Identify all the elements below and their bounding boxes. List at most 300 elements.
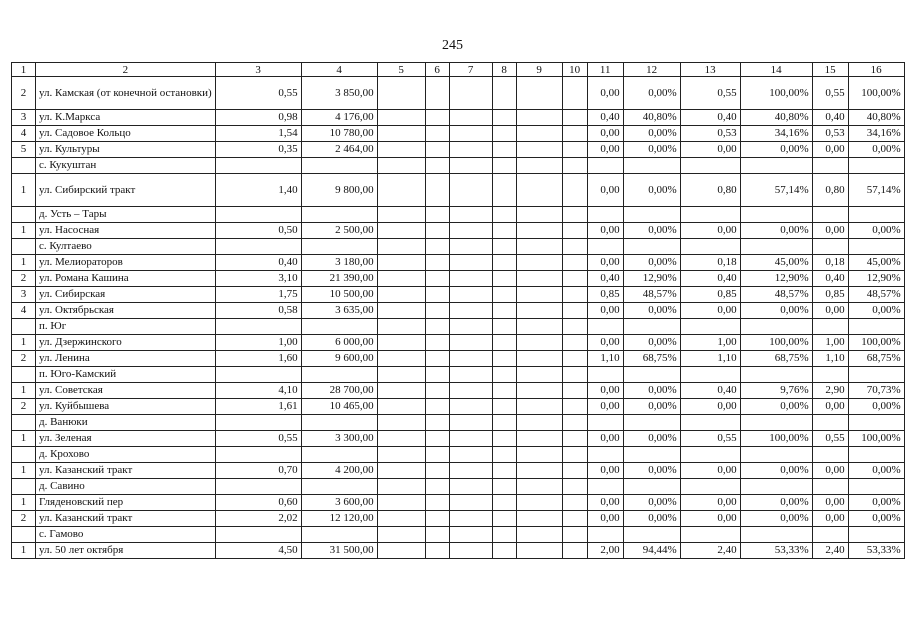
value-cell [562,335,587,351]
table-row [12,223,905,239]
section-row [12,207,905,223]
value-cell: 0,58 [215,303,301,319]
value-cell [812,415,848,431]
value-cell: 0,00% [848,495,904,511]
row-number-cell: 2 [12,399,36,415]
value-cell [377,511,425,527]
value-cell [848,415,904,431]
value-cell: 0,40 [680,383,740,399]
value-cell [492,399,516,415]
value-cell [449,287,492,303]
value-cell [492,303,516,319]
column-header: 15 [812,63,848,77]
value-cell [425,447,449,463]
value-cell: 1,10 [587,351,623,367]
value-cell [425,543,449,559]
value-cell [492,319,516,335]
value-cell: 94,44% [623,543,680,559]
value-cell [425,463,449,479]
street-name-cell: Гляденовский пер [36,495,216,511]
value-cell: 0,00 [812,511,848,527]
value-cell: 0,00 [587,399,623,415]
row-number-cell [12,527,36,543]
value-cell: 0,00% [623,335,680,351]
value-cell [623,447,680,463]
value-cell: 0,00 [587,431,623,447]
value-cell [377,223,425,239]
value-cell [301,479,377,495]
value-cell: 0,00 [587,383,623,399]
street-name-cell: д. Савино [36,479,216,495]
section-row [12,527,905,543]
value-cell [449,77,492,110]
value-cell [516,319,562,335]
value-cell [740,447,812,463]
value-cell [516,335,562,351]
value-cell [516,77,562,110]
table-row [12,335,905,351]
value-cell: 0,00 [680,495,740,511]
value-cell [562,174,587,207]
row-number-cell [12,479,36,495]
value-cell: 34,16% [848,126,904,142]
column-header: 2 [36,63,216,77]
value-cell: 0,00% [740,303,812,319]
value-cell [425,511,449,527]
value-cell: 1,60 [215,351,301,367]
value-cell [812,319,848,335]
row-number-cell [12,447,36,463]
value-cell [425,527,449,543]
value-cell: 3 600,00 [301,495,377,511]
value-cell [215,239,301,255]
row-number-cell [12,207,36,223]
row-number-cell: 1 [12,335,36,351]
table-row [12,511,905,527]
value-cell: 68,75% [740,351,812,367]
value-cell [449,527,492,543]
value-cell [449,319,492,335]
value-cell [425,399,449,415]
value-cell: 1,40 [215,174,301,207]
value-cell [425,110,449,126]
value-cell: 0,00 [587,255,623,271]
value-cell [449,383,492,399]
value-cell: 0,00% [848,303,904,319]
column-header: 9 [516,63,562,77]
value-cell [516,543,562,559]
value-cell: 0,00% [623,255,680,271]
value-cell [562,287,587,303]
value-cell: 0,00 [812,142,848,158]
value-cell [449,207,492,223]
value-cell [449,463,492,479]
value-cell [377,431,425,447]
value-cell [562,351,587,367]
value-cell [492,495,516,511]
value-cell [492,271,516,287]
table-row [12,174,905,207]
value-cell [848,158,904,174]
value-cell: 0,00% [623,463,680,479]
row-number-cell: 1 [12,255,36,271]
value-cell [516,110,562,126]
value-cell: 0,55 [812,77,848,110]
row-number-cell: 1 [12,383,36,399]
table-header-row [12,63,905,77]
value-cell: 0,00 [812,303,848,319]
value-cell: 0,00% [623,511,680,527]
value-cell [377,271,425,287]
value-cell [377,415,425,431]
value-cell: 0,00% [623,495,680,511]
value-cell: 0,00 [587,174,623,207]
value-cell [516,351,562,367]
value-cell [377,447,425,463]
value-cell: 0,00 [587,463,623,479]
value-cell: 0,00% [623,174,680,207]
value-cell [587,158,623,174]
value-cell [377,303,425,319]
value-cell: 0,00 [680,511,740,527]
value-cell [301,415,377,431]
street-name-cell: ул. 50 лет октября [36,543,216,559]
value-cell [301,207,377,223]
value-cell: 57,14% [740,174,812,207]
street-name-cell: ул. Садовое Кольцо [36,126,216,142]
value-cell [449,511,492,527]
street-name-cell: ул. Насосная [36,223,216,239]
value-cell [377,77,425,110]
value-cell [516,239,562,255]
value-cell: 1,00 [812,335,848,351]
street-name-cell: ул. Казанский тракт [36,463,216,479]
value-cell: 0,00 [680,223,740,239]
value-cell: 48,57% [623,287,680,303]
value-cell [740,527,812,543]
street-name-cell: ул. Культуры [36,142,216,158]
value-cell [848,527,904,543]
value-cell [377,543,425,559]
value-cell [215,479,301,495]
value-cell [492,431,516,447]
value-cell: 0,00% [623,399,680,415]
value-cell [425,351,449,367]
value-cell: 0,40 [587,110,623,126]
value-cell [449,447,492,463]
value-cell: 100,00% [848,335,904,351]
value-cell [215,207,301,223]
row-number-cell: 2 [12,351,36,367]
value-cell: 0,00% [740,511,812,527]
value-cell [516,527,562,543]
row-number-cell: 4 [12,303,36,319]
value-cell [377,399,425,415]
value-cell [425,142,449,158]
value-cell: 0,00% [623,223,680,239]
value-cell [425,383,449,399]
value-cell: 12,90% [848,271,904,287]
value-cell: 6 000,00 [301,335,377,351]
value-cell [449,351,492,367]
value-cell [492,335,516,351]
value-cell: 100,00% [848,431,904,447]
value-cell [562,255,587,271]
value-cell [492,351,516,367]
value-cell [562,303,587,319]
value-cell [377,239,425,255]
value-cell [812,158,848,174]
value-cell [680,319,740,335]
value-cell [449,399,492,415]
row-number-cell: 2 [12,511,36,527]
value-cell [516,431,562,447]
table-row [12,303,905,319]
value-cell [740,479,812,495]
row-number-cell: 3 [12,287,36,303]
value-cell [449,335,492,351]
value-cell [449,174,492,207]
column-header: 3 [215,63,301,77]
street-name-cell: ул. Октябрьская [36,303,216,319]
value-cell: 0,55 [215,77,301,110]
value-cell: 0,00% [848,142,904,158]
value-cell: 3 180,00 [301,255,377,271]
value-cell [587,479,623,495]
value-cell: 0,00% [848,463,904,479]
column-header: 5 [377,63,425,77]
value-cell [848,239,904,255]
value-cell [425,77,449,110]
value-cell: 4 200,00 [301,463,377,479]
value-cell [516,479,562,495]
row-number-cell: 1 [12,495,36,511]
value-cell: 9 800,00 [301,174,377,207]
value-cell: 0,00 [587,223,623,239]
value-cell [623,158,680,174]
value-cell [449,158,492,174]
value-cell: 0,18 [680,255,740,271]
value-cell: 21 390,00 [301,271,377,287]
value-cell [492,239,516,255]
value-cell [623,367,680,383]
value-cell [562,158,587,174]
table-row [12,431,905,447]
street-name-cell: ул. Казанский тракт [36,511,216,527]
value-cell: 3 635,00 [301,303,377,319]
value-cell: 2,40 [812,543,848,559]
street-name-cell: ул. Мелиораторов [36,255,216,271]
value-cell [680,527,740,543]
value-cell: 0,00% [623,126,680,142]
value-cell [516,511,562,527]
value-cell [425,126,449,142]
value-cell: 48,57% [848,287,904,303]
value-cell [740,239,812,255]
value-cell [492,463,516,479]
street-name-cell: с. Култаево [36,239,216,255]
table-row [12,287,905,303]
section-row [12,158,905,174]
value-cell: 0,00% [740,223,812,239]
value-cell [425,158,449,174]
section-row [12,447,905,463]
value-cell: 0,85 [587,287,623,303]
value-cell [812,447,848,463]
row-number-cell [12,367,36,383]
value-cell [377,158,425,174]
value-cell: 2,02 [215,511,301,527]
value-cell [562,367,587,383]
value-cell [812,479,848,495]
value-cell: 2,40 [680,543,740,559]
value-cell [377,287,425,303]
value-cell [492,383,516,399]
value-cell: 3 850,00 [301,77,377,110]
value-cell: 0,00% [623,142,680,158]
value-cell [449,495,492,511]
row-number-cell: 4 [12,126,36,142]
value-cell [587,207,623,223]
street-name-cell: ул. Сибирский тракт [36,174,216,207]
value-cell: 1,61 [215,399,301,415]
value-cell: 0,85 [812,287,848,303]
street-name-cell: ул. Сибирская [36,287,216,303]
value-cell: 40,80% [848,110,904,126]
table-row [12,399,905,415]
column-header: 16 [848,63,904,77]
value-cell: 0,00% [848,511,904,527]
table-row [12,463,905,479]
value-cell: 9 600,00 [301,351,377,367]
row-number-cell: 5 [12,142,36,158]
value-cell [848,367,904,383]
value-cell: 0,55 [680,77,740,110]
value-cell [562,207,587,223]
row-number-cell: 1 [12,543,36,559]
value-cell [562,431,587,447]
value-cell: 2 464,00 [301,142,377,158]
value-cell [492,543,516,559]
value-cell [740,158,812,174]
value-cell [516,447,562,463]
value-cell: 10 465,00 [301,399,377,415]
value-cell [377,207,425,223]
value-cell [377,383,425,399]
value-cell [492,110,516,126]
value-cell: 57,14% [848,174,904,207]
row-number-cell [12,319,36,335]
value-cell [449,110,492,126]
value-cell [425,319,449,335]
street-name-cell: д. Усть – Тары [36,207,216,223]
value-cell [425,239,449,255]
value-cell [449,126,492,142]
value-cell [516,287,562,303]
value-cell [848,479,904,495]
value-cell [516,142,562,158]
row-number-cell: 2 [12,77,36,110]
value-cell [215,158,301,174]
value-cell [680,415,740,431]
value-cell [562,527,587,543]
value-cell: 1,00 [680,335,740,351]
column-header: 14 [740,63,812,77]
value-cell: 0,00 [587,495,623,511]
value-cell [377,367,425,383]
value-cell [516,303,562,319]
value-cell [449,303,492,319]
value-cell [449,367,492,383]
value-cell: 28 700,00 [301,383,377,399]
value-cell [516,255,562,271]
value-cell [425,223,449,239]
value-cell [516,367,562,383]
section-row [12,319,905,335]
value-cell: 1,00 [215,335,301,351]
value-cell [623,527,680,543]
row-number-cell: 1 [12,223,36,239]
value-cell [562,479,587,495]
value-cell [425,287,449,303]
value-cell: 0,00% [623,431,680,447]
value-cell: 0,00 [680,463,740,479]
value-cell [740,415,812,431]
row-number-cell: 1 [12,431,36,447]
value-cell [215,319,301,335]
value-cell [377,335,425,351]
street-name-cell: с. Кукуштан [36,158,216,174]
value-cell [425,415,449,431]
value-cell: 0,00% [740,399,812,415]
value-cell [301,527,377,543]
data-table [11,62,905,559]
table-row [12,142,905,158]
value-cell [562,447,587,463]
value-cell [492,223,516,239]
value-cell: 53,33% [848,543,904,559]
value-cell [449,479,492,495]
value-cell: 0,00 [587,77,623,110]
value-cell [680,479,740,495]
value-cell [377,142,425,158]
table-row [12,110,905,126]
value-cell: 0,40 [587,271,623,287]
street-name-cell: д. Ванюки [36,415,216,431]
column-header: 11 [587,63,623,77]
value-cell [516,271,562,287]
value-cell: 4,50 [215,543,301,559]
value-cell [516,174,562,207]
value-cell [562,463,587,479]
value-cell [449,415,492,431]
value-cell [516,463,562,479]
value-cell: 0,00 [680,142,740,158]
value-cell [812,367,848,383]
value-cell [425,174,449,207]
value-cell [449,271,492,287]
street-name-cell: п. Юго-Камский [36,367,216,383]
value-cell [587,415,623,431]
value-cell [740,207,812,223]
column-header: 10 [562,63,587,77]
row-number-cell: 3 [12,110,36,126]
value-cell: 4 176,00 [301,110,377,126]
value-cell: 0,98 [215,110,301,126]
value-cell [492,255,516,271]
value-cell [215,527,301,543]
value-cell [377,527,425,543]
